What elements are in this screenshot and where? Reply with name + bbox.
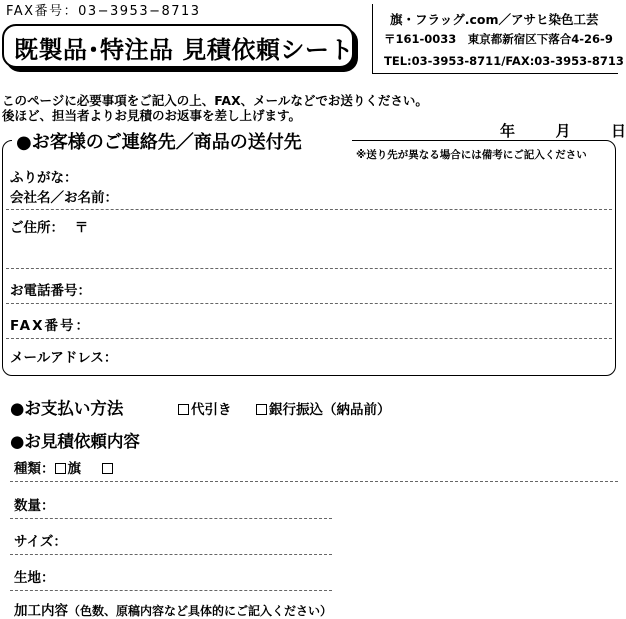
address-field[interactable] <box>10 216 88 236</box>
phone-field[interactable]: お電話番号： <box>10 283 91 299</box>
divider <box>6 303 612 304</box>
date-day-label: 日 <box>610 122 626 140</box>
payment-section-title: ●お支払い方法 <box>10 399 124 418</box>
type-field[interactable] <box>14 457 115 477</box>
checkbox-icon[interactable] <box>102 463 113 474</box>
company-address: 〒161-0033 東京都新宿区下落合4-26-9 <box>384 32 613 46</box>
divider <box>6 268 612 269</box>
processing-label: 加工内容 <box>14 603 68 619</box>
intro-line-1: このページに必要事項をご記入の上、FAX、メールなどでお送りください。 <box>2 93 428 108</box>
company-tel-fax: TEL:03-3953-8711/FAX:03-3953-8713 <box>384 54 624 68</box>
postal-mark: 〒 <box>74 220 89 236</box>
date-field[interactable] <box>500 120 626 141</box>
type-label: 種類： <box>14 461 55 477</box>
divider <box>10 554 332 555</box>
page-title: 既製品･特注品 見積依頼シート <box>14 36 354 64</box>
date-month-label: 月 <box>555 122 571 140</box>
divider <box>10 590 332 591</box>
payment-option-cod[interactable] <box>178 398 232 418</box>
size-field[interactable]: サイズ： <box>14 534 67 550</box>
fabric-field[interactable]: 生地： <box>14 570 55 586</box>
payment-option-bank[interactable] <box>256 398 391 418</box>
date-year-label: 年 <box>500 122 516 140</box>
checkbox-icon[interactable] <box>55 463 66 474</box>
payment-option-label: 代引き <box>191 402 232 418</box>
fax-field[interactable]: FAX番号： <box>10 318 92 334</box>
checkbox-icon[interactable] <box>256 404 267 415</box>
customer-section-title: ●お客様のご連絡先／商品の送付先 <box>16 132 302 153</box>
fax-number-header: FAX番号：03−3953−8713 <box>6 4 201 19</box>
divider <box>6 338 612 339</box>
address-label: ご住所： <box>10 220 64 236</box>
quantity-field[interactable]: 数量： <box>14 498 55 514</box>
customer-contact-frame <box>2 140 616 376</box>
payment-option-label: 銀行振込（納品前） <box>269 402 391 418</box>
shipping-note: ※送り先が異なる場合には備考にご記入ください <box>356 149 587 161</box>
estimate-section-title: ●お見積依頼内容 <box>10 432 140 451</box>
checkbox-icon[interactable] <box>178 404 189 415</box>
intro-line-2: 後ほど、担当者よりお見積のお返事を差し上げます。 <box>2 108 302 123</box>
divider <box>10 481 618 482</box>
processing-field[interactable] <box>14 599 332 619</box>
email-field[interactable]: メールアドレス： <box>10 350 118 366</box>
company-name-field[interactable]: 会社名／お名前： <box>10 190 118 206</box>
furigana-field[interactable]: ふりがな： <box>10 170 78 186</box>
company-name: 旗・フラッグ.com／アサヒ染色工芸 <box>390 12 599 27</box>
type-option-flag: 旗 <box>67 461 81 477</box>
processing-note: （色数、原稿内容など具体的にご記入ください） <box>68 604 333 618</box>
divider <box>10 518 332 519</box>
divider <box>6 209 612 210</box>
